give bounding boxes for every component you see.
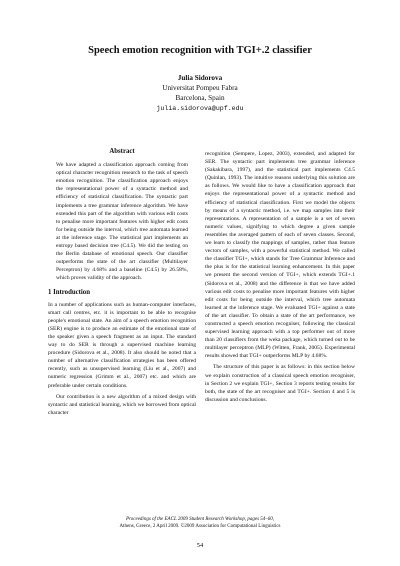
abstract-heading: Abstract bbox=[109, 148, 135, 155]
page-number: 54 bbox=[196, 542, 204, 549]
right-column bbox=[205, 150, 355, 404]
author-name: Julia Sidorova bbox=[177, 74, 223, 82]
author-email: julia.sidorova@upf.edu bbox=[156, 105, 244, 112]
footer-line-1: Proceedings of the EACL 2009 Student Research Workshop, pages 54–60, bbox=[125, 517, 275, 522]
section-heading-introduction: 1 Introduction bbox=[48, 288, 90, 296]
intro-paragraph-1: In a number of applications such as human-computer interfaces, smart call centres, etc. it is important to be able to recognise people's emotional state. An aim of a speech emotion recognition (SER) engine is to produce an estimate of the emotional state of the speaker given a speech fragment as an input. The standard way to do SER is through a supervised machine learning procedure (Sidorova et al., 2008). It also should be noted that a number of alternative classification strategies has been offered recently, such as unsupervised learning (Liu et al., 2007) and numeric regression (Grimm et al., 2007) etc. and which are preferable under certain conditions. bbox=[48, 301, 196, 389]
intro-paragraph-2: Our contribution is a new algorithm of a mixed design with syntactic and statistical learning, which we borrowed from optical character bbox=[48, 393, 196, 416]
left-column bbox=[48, 150, 196, 417]
body-paragraph-1: recognition (Sempere, Lopez, 2003), extended, and adapted for SER. The syntactic part implements tree grammar inference (Sakakibara, 1997), and the statistical part implements C4.5 (Quinlan, 1993). The intuitive reasons underlying this solution are as follows. We would like to have a classification approach that enjoys the representational power of a syntactic method and efficiency of statistical classification. First we model the objects by means of a syntactic method, i.e. we map samples into their representations. A representation of a sample is a set of seven numeric values, signifying to which degree a given sample resembles the averaged pattern of each of seven classes. Second, we learn to classify the mappings of samples, rather than feature vectors of samples, with a powerful statistical method. We called the classifier TGI+, which stands for Tree Grammar Inference and the plus is for the statistical learning enhancement. In this paper we present the second version of TGI+, which extends TGI+.1 (Sidorova et al., 2008) and the difference is that we have added various edit costs to penalise more important features with higher edit costs for being outside the interval, which tree automata learned at the inference stage. We evaluated TGI+ against a state of the art classifier. To obtain a state of the art performance, we constructed a speech emotion recogniser, following the classical supervised learning approach with a top performer out of more than 20 classifiers from the weka package, which turned out to be multilayer perceptron (MLP) (Witten, Frank, 2005). Experimental results showed that TGI+ outperforms MLP by 4.68%. bbox=[205, 151, 355, 360]
abstract-text: We have adapted a classification approach coming from optical character recognition research to the task of speech emotion recognition. The classification approach enjoys the representational power of a syntactic method and efficiency of statistical classification. The syntactic part implements a tree grammar inference algorithm. We have extended this part of the algorithm with various edit costs to penalise more important features with higher edit costs for being outside the interval, which tree automata learned at the inference stage. The statistical part implements an entropy based decision tree (C4.5). We did the testing on the Berlin database of emotional speech. Our classifier outperforms the state of the art classifier (Multilayer Perceptron) by 4.68% and a baseline (C4.5) by 26.58%, which proves validity of the approach. bbox=[56, 162, 188, 282]
author-city: Barcelona, Spain bbox=[175, 94, 225, 102]
paper-title: Speech emotion recognition with TGI+.2 classifier bbox=[88, 45, 312, 56]
proceedings-footer bbox=[0, 517, 400, 530]
footer-line-2: Athens, Greece, 2 April 2009. ©2009 Association for Computational Linguistics bbox=[119, 523, 281, 529]
author-affiliation: Universitat Pompeu Fabra bbox=[162, 84, 238, 92]
body-paragraph-2: The structure of this paper is as follows: in this section below we explain construction of a classical speech emotion recogniser, in Section 2 we explain TGI+, Section 3 reports testing results for both, the state of the art recogniser and TGI+. Section 4 and 5 is discussion and conclusions. bbox=[205, 364, 355, 403]
